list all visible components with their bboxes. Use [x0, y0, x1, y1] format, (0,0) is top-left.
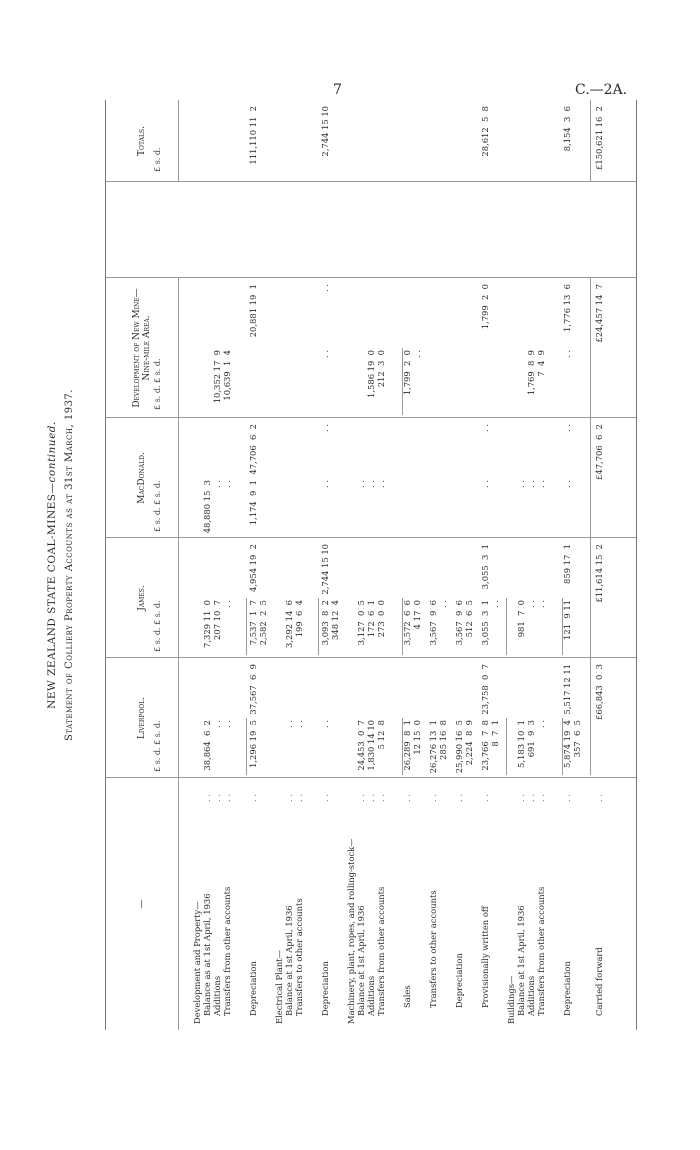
cell-dev: 10,639 1 4: [222, 350, 232, 401]
cell-liverpool: 38,864 6 2: [202, 720, 212, 771]
cell-macdonald: . .: [480, 480, 490, 488]
cell-james2: . .: [438, 600, 448, 608]
cell-james-total: £11,614 15 2: [594, 544, 604, 603]
subtotal-rule: [590, 538, 591, 658]
cell-liverpool2: 8 7 1: [490, 720, 500, 747]
cell-dev: 1,586 19 0: [366, 350, 376, 398]
cell-macdonald: . .: [376, 480, 386, 488]
row-label: Provisionally written off: [480, 906, 490, 1008]
units-dev: £ s. d. £ s. d.: [153, 358, 162, 410]
leader-dots: . .: [428, 794, 438, 802]
cell-dev-total: £24,457 14 7: [594, 284, 604, 343]
cell-liverpool: 26,276 13 1: [428, 720, 438, 774]
leader-dots: . .: [594, 794, 604, 802]
cell-james: 981 7 0: [516, 600, 526, 638]
row-label: Transfers to other accounts: [428, 890, 438, 1008]
leader-dots: . .: [248, 794, 258, 802]
header-liverpool: Liverpool.: [106, 658, 179, 778]
row-label: Depreciation: [320, 961, 330, 1016]
cell-macdonald: 48,880 15 3: [202, 480, 212, 534]
cell-james-total: 3,055 3 1: [480, 544, 490, 590]
subtotal-rule: [590, 278, 591, 418]
cell-macdonald-total: . .: [562, 424, 572, 432]
page-number: 7: [333, 82, 342, 98]
units-liverpool: £ s. d. £ s. d.: [153, 720, 162, 772]
leader-dots: . .: [284, 794, 294, 802]
cell-liverpool: 23,766 7 8: [480, 720, 490, 771]
cell-james: 172 6 1: [366, 600, 376, 638]
leader-dots: . .: [376, 794, 386, 802]
cell-macdonald: . .: [526, 480, 536, 488]
cell-dev-total: 1,799 2 0: [480, 284, 490, 330]
table-frame: [105, 100, 637, 1030]
cell-james2: 512 6 5: [464, 600, 474, 638]
cell-liverpool: 26,289 8 1: [402, 720, 412, 771]
row-label: Depreciation: [454, 953, 464, 1008]
cell-james: 3,127 0 5: [356, 600, 366, 646]
cell-totals: £150,621 16 2: [594, 106, 604, 170]
row-label: Machinery, plant, ropes, and rolling-stock—: [346, 838, 356, 1024]
leader-dots: . .: [212, 794, 222, 802]
header-james: James.: [106, 538, 179, 658]
cell-james-total: 2,744 15 10: [320, 544, 330, 595]
row-label: Balance at 1st April, 1936: [516, 905, 526, 1016]
cell-liverpool: 1,296 19 5: [248, 720, 258, 768]
cell-liverpool2: 357 6 5: [572, 720, 582, 758]
cell-dev: 1,769 8 9: [526, 350, 536, 396]
leader-dots: . .: [454, 794, 464, 802]
leader-dots: . .: [202, 794, 212, 802]
cell-liverpool2: 12 15 0: [412, 720, 422, 755]
subtotal-rule: [562, 598, 563, 655]
leader-dots: . .: [536, 794, 546, 802]
cell-liverpool: 5 12 8: [376, 720, 386, 750]
row-label: Sales: [402, 985, 412, 1008]
cell-james: . .: [536, 600, 546, 608]
cell-james: 7,329 11 0: [202, 600, 212, 648]
cell-liverpool2: 2,224 8 9: [464, 720, 474, 766]
subtotal-rule: [506, 718, 507, 775]
row-label: Balance at 1st April, 1936: [284, 905, 294, 1016]
cell-macdonald: . .: [320, 480, 330, 488]
cell-macdonald: . .: [516, 480, 526, 488]
cell-liverpool-total: 23,758 0 7: [480, 664, 490, 715]
cell-james: 7,537 1 7: [248, 600, 258, 646]
cell-macdonald: . .: [356, 480, 366, 488]
cell-liverpool: . .: [320, 720, 330, 728]
cell-macdonald: . .: [212, 480, 222, 488]
row-label: Transfers from other accounts: [536, 886, 546, 1016]
units-james: £ s. d. £ s. d.: [153, 600, 162, 652]
subtotal-rule: [402, 598, 403, 655]
cell-totals: 2,744 15 10: [320, 106, 330, 157]
cell-james-total: 4,954 19 2: [248, 544, 258, 592]
report-reference: C.—2A.: [575, 82, 628, 98]
row-label: Additions: [366, 975, 376, 1016]
row-label: Transfers to other accounts: [294, 898, 304, 1016]
cell-macdonald-total: £47,706 6 2: [594, 424, 604, 480]
cell-liverpool: . .: [536, 720, 546, 728]
units-totals: £ s. d.: [153, 147, 162, 172]
row-label: Additions: [212, 975, 222, 1016]
cell-james-total: 859 17 1: [562, 544, 572, 584]
cell-dev2: . .: [412, 350, 422, 358]
cell-james: 3,567 9 6: [454, 600, 464, 646]
header-totals: Totals.: [106, 100, 179, 182]
cell-liverpool: . .: [222, 720, 232, 728]
cell-dev-total: . .: [320, 284, 330, 292]
cell-dev: . .: [562, 350, 572, 358]
subtotal-rule: [562, 718, 563, 775]
leader-dots: . .: [366, 794, 376, 802]
row-label: Carried forward: [594, 947, 604, 1016]
cell-james: 3,055 3 1: [480, 600, 490, 646]
cell-macdonald: . .: [222, 480, 232, 488]
cell-liverpool-total: 37,567 6 9: [248, 664, 258, 715]
header-dev-new-mine: Development of New Mine—Nine-mile Area.: [106, 278, 179, 418]
cell-totals: 8,154 3 6: [562, 106, 572, 152]
cell-macdonald: . .: [536, 480, 546, 488]
cell-dev: 1,799 2 0: [402, 350, 412, 396]
header-label-col: —: [106, 778, 179, 1030]
row-label: Balance as at 1st April, 1936: [202, 893, 212, 1016]
main-title: NEW ZEALAND STATE COAL-MINES—continued.: [46, 421, 58, 709]
cell-macdonald: . .: [366, 480, 376, 488]
subtotal-rule: [318, 598, 319, 655]
subtotal-rule: [590, 418, 591, 538]
leader-dots: . .: [526, 794, 536, 802]
cell-dev: . .: [320, 350, 330, 358]
row-label: Depreciation: [248, 961, 258, 1016]
cell-james: 207 10 7: [212, 600, 222, 640]
cell-liverpool: 24,453 0 7: [356, 720, 366, 771]
cell-dev-total: 20,881 19 1: [248, 284, 258, 338]
subtotal-rule: [402, 718, 403, 775]
cell-liverpool: . .: [284, 720, 294, 728]
units-macdonald: £ s. d. £ s. d.: [153, 480, 162, 532]
leader-dots: . .: [356, 794, 366, 802]
leader-dots: . .: [480, 794, 490, 802]
cell-dev-total: 1,776 13 6: [562, 284, 572, 332]
row-label: Balance at 1st April, 1936: [356, 905, 366, 1016]
leader-dots: . .: [562, 794, 572, 802]
leader-dots: . .: [222, 794, 232, 802]
cell-james: 3,093 8 2: [320, 600, 330, 646]
subtotal-rule: [402, 348, 403, 415]
cell-macdonald-total: . .: [480, 424, 490, 432]
cell-liverpool: 1,830 14 10: [366, 720, 376, 771]
cell-macdonald-total: . .: [320, 424, 330, 432]
cell-dev: 10,352 17 9: [212, 350, 222, 404]
table-titles: [47, 100, 75, 1030]
header-macdonald: MacDonald.: [106, 418, 179, 538]
subtotal-rule: [506, 598, 507, 655]
cell-james: . .: [526, 600, 536, 608]
cell-liverpool: 691 9 3: [526, 720, 536, 758]
cell-james2: . .: [490, 600, 500, 608]
cell-james2: 4 17 0: [412, 600, 422, 630]
cell-liverpool2: 285 16 8: [438, 720, 448, 760]
cell-james: 3,572 6 6: [402, 600, 412, 646]
cell-james: 273 0 0: [376, 600, 386, 638]
cell-dev: 212 3 0: [376, 350, 386, 388]
row-label: Electrical Plant—: [274, 950, 284, 1024]
cell-totals: 28,612 5 8: [480, 106, 490, 157]
cell-james: 3,567 9 6: [428, 600, 438, 646]
cell-macdonald-total: 47,706 6 2: [248, 424, 258, 475]
cell-liverpool: . .: [212, 720, 222, 728]
row-label: Depreciation: [562, 961, 572, 1016]
cell-liverpool: 5,183 10 1: [516, 720, 526, 768]
row-label: Transfers from other accounts: [376, 886, 386, 1016]
row-label: Development and Property—: [192, 901, 202, 1024]
leader-dots: . .: [516, 794, 526, 802]
cell-james2: 2,582 2 5: [258, 600, 268, 646]
cell-macdonald: . .: [562, 480, 572, 488]
subtotal-rule: [590, 100, 591, 182]
cell-liverpool-total: £66,843 0 3: [594, 664, 604, 720]
cell-james: 3,292 14 6: [284, 600, 294, 648]
subtitle: Statement of Colliery Property Accounts as at 31st March, 1937.: [64, 389, 75, 741]
cell-james2: 348 12 4: [330, 600, 340, 640]
cell-totals: 111,110 11 2: [248, 106, 258, 165]
cell-james: 121 9 11: [562, 600, 572, 640]
cell-james: 199 6 4: [294, 600, 304, 638]
cell-liverpool: 25,990 16 5: [454, 720, 464, 774]
cell-liverpool: . .: [294, 720, 304, 728]
subtotal-rule: [246, 598, 247, 655]
cell-james: . .: [222, 600, 232, 608]
leader-dots: . .: [320, 794, 330, 802]
subtotal-rule: [590, 658, 591, 775]
row-label: Buildings—: [506, 975, 516, 1024]
rotated-statement-table: [46, 100, 635, 1030]
row-label: Additions: [526, 975, 536, 1016]
cell-liverpool: 5,874 19 4: [562, 720, 572, 768]
leader-dots: . .: [294, 794, 304, 802]
leader-dots: . .: [402, 794, 412, 802]
cell-dev: 7 4 9: [536, 350, 546, 377]
subtotal-rule: [246, 718, 247, 775]
cell-macdonald: 1,174 9 1: [248, 480, 258, 526]
cell-liverpool-total: 5,517 12 11: [562, 664, 572, 715]
row-label: Transfers from other accounts: [222, 886, 232, 1016]
